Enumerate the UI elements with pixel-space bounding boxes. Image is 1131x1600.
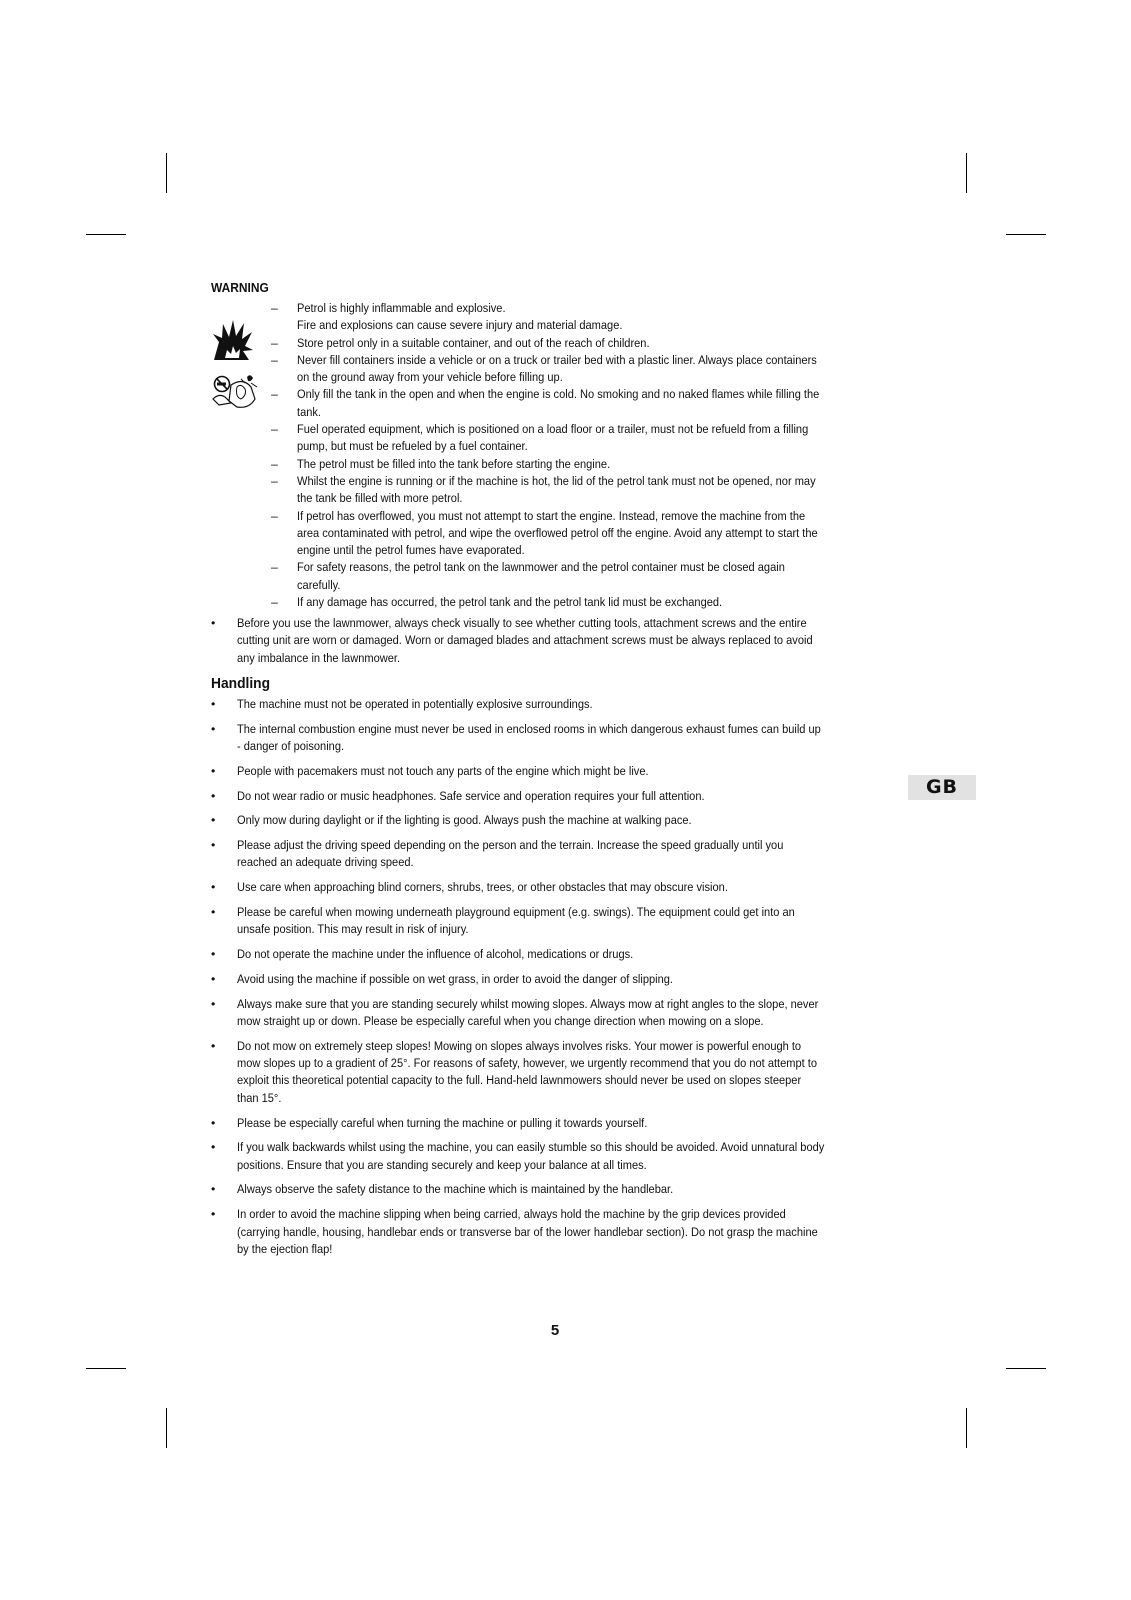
warning-item bbox=[271, 335, 903, 352]
list-item-text: Do not wear radio or music headphones. Safe service and operation requires your full attention. bbox=[237, 788, 705, 803]
list-item-text: the tank be filled with more petrol. bbox=[297, 491, 463, 506]
list-item-text: Please be especially careful when turning the machine or pulling it towards yourself. bbox=[237, 1115, 648, 1130]
warning-item bbox=[271, 352, 903, 387]
list-item-text: Store petrol only in a suitable container, and out of the reach of children. bbox=[297, 335, 650, 350]
list-item-text: by the ejection flap! bbox=[237, 1241, 333, 1256]
pre-handling-list bbox=[211, 615, 901, 667]
bullet-item bbox=[211, 615, 901, 667]
crop-mark bbox=[1006, 234, 1046, 235]
list-item-text: Fire and explosions can cause severe injury and material damage. bbox=[297, 318, 623, 333]
list-item-text: exploit this theoretical potential capacity to the full. Hand-held lawnmowers should never be used on slopes steeper bbox=[237, 1073, 802, 1088]
warning-title: WARNING bbox=[211, 280, 269, 295]
list-marker: • bbox=[211, 880, 216, 895]
list-marker: • bbox=[211, 838, 216, 853]
list-marker: • bbox=[211, 1038, 216, 1053]
list-item-text: In order to avoid the machine slipping when being carried, always hold the machine by the grip devices provided bbox=[237, 1207, 786, 1222]
list-marker: • bbox=[211, 1207, 216, 1222]
list-item-text: Do not operate the machine under the influence of alcohol, medications or drugs. bbox=[237, 947, 634, 962]
list-item-text: any imbalance in the lawnmower. bbox=[237, 650, 401, 665]
list-item-text: - danger of poisoning. bbox=[237, 738, 345, 753]
list-marker: – bbox=[271, 387, 278, 402]
list-item-text: Before you use the lawnmower, always check visually to see whether cutting tools, attachment screws and the entire bbox=[237, 616, 807, 630]
list-item-text: cutting unit are worn or damaged. Worn or damaged blades and attachment screws must be always replaced to avoid bbox=[237, 633, 813, 648]
bullet-item bbox=[211, 1206, 901, 1258]
crop-mark bbox=[86, 1368, 126, 1369]
bullet-item bbox=[211, 904, 901, 939]
list-item-text: positions. Ensure that you are standing securely and keep your balance at all times. bbox=[237, 1157, 647, 1172]
list-marker: • bbox=[211, 905, 216, 920]
bullet-item bbox=[211, 721, 901, 756]
bullet-item bbox=[211, 812, 901, 829]
list-item-text: For safety reasons, the petrol tank on the lawnmower and the petrol container must be closed again bbox=[297, 560, 785, 575]
list-item-text: Petrol is highly inflammable and explosive. bbox=[297, 301, 506, 315]
list-item-text: mow slopes up to a gradient of 25°. For reasons of safety, however, we urgently recommend that you do not attempt to bbox=[237, 1056, 818, 1071]
list-marker: – bbox=[271, 508, 278, 523]
warning-item bbox=[271, 456, 903, 473]
handling-heading: Handling bbox=[211, 674, 271, 692]
list-marker: • bbox=[211, 763, 216, 778]
bullet-item bbox=[211, 696, 901, 713]
list-marker: • bbox=[211, 1182, 216, 1197]
list-marker: • bbox=[211, 971, 216, 986]
bullet-item bbox=[211, 763, 901, 780]
list-marker: – bbox=[271, 560, 278, 575]
list-item-text: People with pacemakers must not touch any parts of the engine which might be live. bbox=[237, 763, 649, 778]
list-marker: – bbox=[271, 473, 278, 488]
crop-mark bbox=[966, 1408, 967, 1448]
list-item-text: unsafe position. This may result in risk of injury. bbox=[237, 922, 469, 937]
list-item-text: The petrol must be filled into the tank before starting the engine. bbox=[297, 456, 611, 471]
list-marker: • bbox=[211, 1115, 216, 1130]
list-marker: – bbox=[271, 422, 278, 437]
warning-item bbox=[271, 421, 903, 456]
list-marker: – bbox=[271, 595, 278, 610]
list-marker: • bbox=[211, 947, 216, 962]
list-marker: – bbox=[271, 301, 278, 315]
crop-mark bbox=[166, 153, 167, 193]
list-marker: • bbox=[211, 788, 216, 803]
list-item-text: Fuel operated equipment, which is positioned on a load floor or a trailer, must not be refueld from a filling bbox=[297, 422, 809, 437]
list-item-text: mow straight up or down. Please be especially careful when you change direction when mowing on a slope. bbox=[237, 1014, 764, 1029]
list-marker: • bbox=[211, 696, 216, 711]
page-number: 5 bbox=[550, 1322, 560, 1339]
explosion-warning-icon bbox=[211, 316, 255, 362]
list-item-text: Avoid using the machine if possible on wet grass, in order to avoid the danger of slipping. bbox=[237, 971, 673, 986]
list-item-text: If petrol has overflowed, you must not attempt to start the engine. Instead, remove the machine from the bbox=[297, 508, 806, 523]
crop-mark bbox=[1006, 1368, 1046, 1369]
list-item-text: Never fill containers inside a vehicle or on a truck or trailer bed with a plastic liner. Always place containers bbox=[297, 352, 817, 367]
warning-icons bbox=[211, 316, 257, 416]
list-item-text: Do not mow on extremely steep slopes! Mowing on slopes always involves risks. Your mower is powerful enough to bbox=[237, 1038, 802, 1053]
list-item-text: engine until the petrol fumes have evaporated. bbox=[297, 543, 525, 558]
list-item-text: Only mow during daylight or if the lighting is good. Always push the machine at walking pace. bbox=[237, 813, 692, 828]
list-item-text: on the ground away from your vehicle before filling up. bbox=[297, 370, 563, 385]
warning-section bbox=[211, 280, 901, 615]
list-item-text: pump, but must be refueled by a fuel container. bbox=[297, 439, 528, 454]
bullet-item bbox=[211, 837, 901, 872]
list-item-text: carefully. bbox=[297, 577, 341, 592]
warning-item bbox=[271, 559, 903, 594]
bullet-item bbox=[211, 996, 901, 1031]
bullet-item bbox=[211, 879, 901, 896]
list-marker: • bbox=[211, 721, 216, 736]
list-item-text: Please be careful when mowing underneath playground equipment (e.g. swings). The equipment could get into an bbox=[237, 905, 795, 920]
list-marker: • bbox=[211, 813, 216, 828]
list-item-text: The internal combustion engine must never be used in enclosed rooms in which dangerous exhaust fumes can build up bbox=[237, 721, 821, 736]
bullet-item bbox=[211, 788, 901, 805]
list-item-text: tank. bbox=[297, 404, 322, 419]
list-item-text: (carrying handle, housing, handlebar ends or transverse bar of the lower handlebar section). Do not grasp the machine bbox=[237, 1224, 818, 1239]
language-tab: GB bbox=[908, 775, 976, 800]
list-item-text: The machine must not be operated in potentially explosive surroundings. bbox=[237, 696, 593, 711]
list-item-text: reached an adequate driving speed. bbox=[237, 855, 414, 870]
warning-item bbox=[271, 473, 903, 508]
bullet-item bbox=[211, 946, 901, 963]
list-item-text: than 15°. bbox=[237, 1090, 282, 1105]
warning-item bbox=[271, 300, 903, 335]
bullet-item bbox=[211, 1038, 901, 1107]
list-marker: • bbox=[211, 616, 216, 630]
page-content bbox=[211, 280, 901, 1266]
bullet-item bbox=[211, 1181, 901, 1198]
list-marker: • bbox=[211, 1140, 216, 1155]
crop-mark bbox=[966, 153, 967, 193]
bullet-item bbox=[211, 1115, 901, 1132]
warning-item bbox=[271, 386, 903, 421]
list-item-text: Always make sure that you are standing securely whilst mowing slopes. Always mow at right angles to the slope, never bbox=[237, 996, 819, 1011]
crop-mark bbox=[166, 1408, 167, 1448]
list-item-text: If you walk backwards whilst using the machine, you can easily stumble so this should be avoided. Avoid unnatural body bbox=[237, 1140, 825, 1155]
list-item-text: Whilst the engine is running or if the machine is hot, the lid of the petrol tank must not be opened, nor may bbox=[297, 473, 816, 488]
bullet-item bbox=[211, 971, 901, 988]
no-smoking-no-flames-icon bbox=[211, 373, 261, 411]
list-item-text: Always observe the safety distance to the machine which is maintained by the handlebar. bbox=[237, 1182, 674, 1197]
list-marker: • bbox=[211, 996, 216, 1011]
warning-list bbox=[271, 300, 903, 611]
list-item-text: area contaminated with petrol, and wipe the overflowed petrol off the engine. Avoid any attempt to start the bbox=[297, 525, 818, 540]
list-item-text: Please adjust the driving speed depending on the person and the terrain. Increase the speed gradually until you bbox=[237, 838, 784, 853]
bullet-item bbox=[211, 1139, 901, 1174]
warning-item bbox=[271, 594, 903, 611]
list-marker: – bbox=[271, 352, 278, 367]
list-marker: – bbox=[271, 456, 278, 471]
handling-list bbox=[211, 696, 901, 1258]
list-item-text: If any damage has occurred, the petrol tank and the petrol tank lid must be exchanged. bbox=[297, 595, 723, 610]
list-item-text: Use care when approaching blind corners, shrubs, trees, or other obstacles that may obscure vision. bbox=[237, 880, 728, 895]
list-item-text: Only fill the tank in the open and when the engine is cold. No smoking and no naked flames while filling the bbox=[297, 387, 820, 402]
crop-mark bbox=[86, 234, 126, 235]
list-marker: – bbox=[271, 335, 278, 350]
warning-item bbox=[271, 508, 903, 560]
